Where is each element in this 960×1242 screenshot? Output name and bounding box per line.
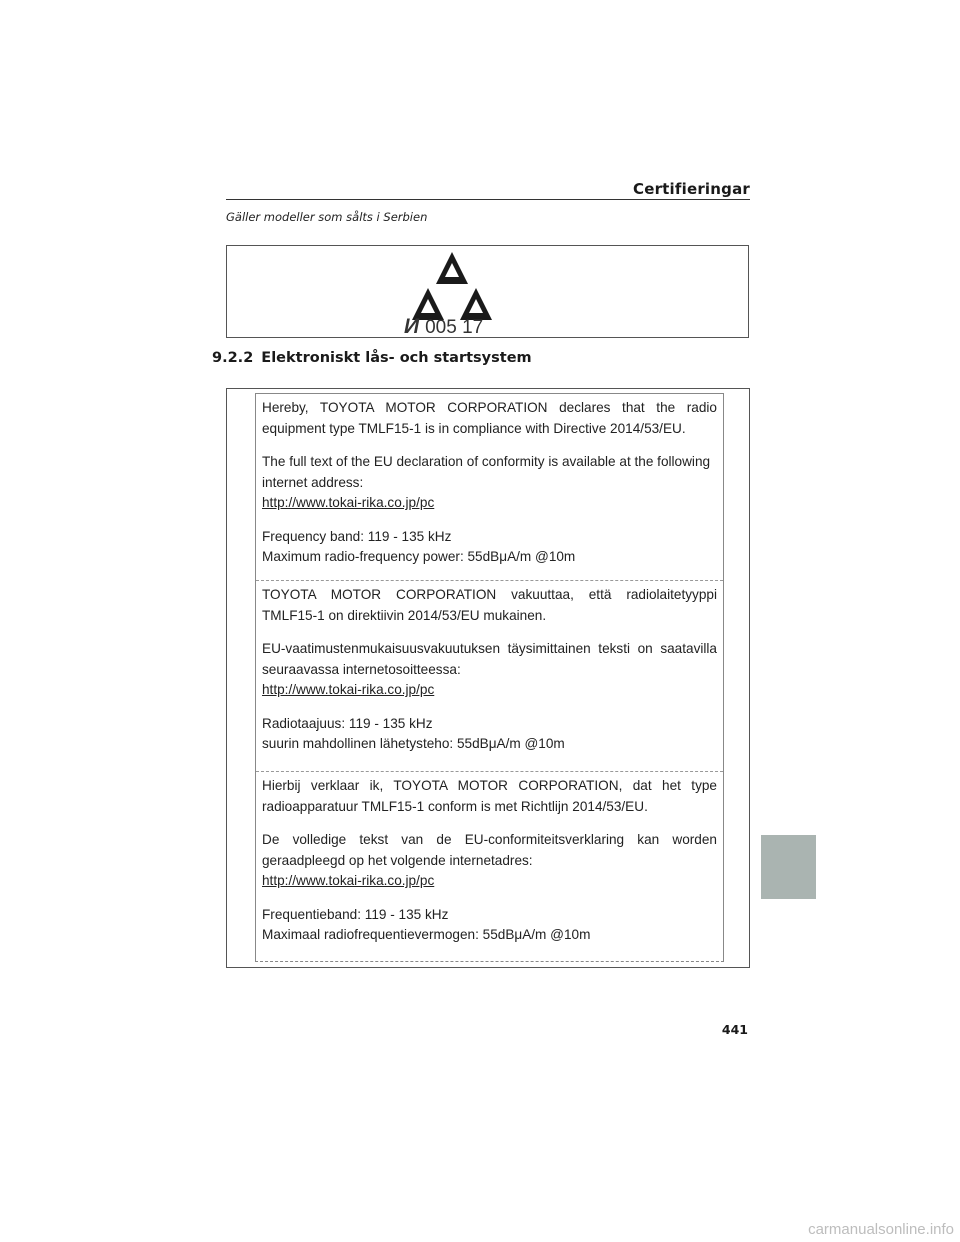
declaration-url-link[interactable]: http://www.tokai-rika.co.jp/pc bbox=[262, 682, 435, 697]
declaration-panel bbox=[255, 393, 724, 962]
declaration-availability: De volledige tekst van de EU-conformiteitsverklaring kan worden geraadpleegd op het volgende internetadres: bbox=[262, 832, 717, 868]
max-power: Maximum radio-frequency power: 55dBμA/m @10m bbox=[262, 549, 576, 564]
declaration-url-link[interactable]: http://www.tokai-rika.co.jp/pc bbox=[262, 873, 435, 888]
section-heading bbox=[212, 350, 532, 366]
declaration-statement: Hereby, TOYOTA MOTOR CORPORATION declares that the radio equipment type TMLF15-1 is in compliance with Directive 2014/53/EU. bbox=[262, 400, 717, 436]
chapter-side-tab bbox=[761, 835, 816, 899]
max-power: Maximaal radiofrequentievermogen: 55dBμA/m @10m bbox=[262, 927, 591, 942]
declaration-statement: TOYOTA MOTOR CORPORATION vakuuttaa, että radiolaitetyyppi TMLF15-1 on direktiivin 2014/53/EU mukainen. bbox=[262, 587, 717, 623]
header-divider bbox=[226, 199, 750, 200]
frequency-band: Radiotaajuus: 119 - 135 kHz bbox=[262, 715, 433, 731]
certification-mark-prefix: И bbox=[404, 315, 420, 338]
watermark: carmanualsonline.info bbox=[808, 1221, 954, 1238]
certification-mark-code: 005 17 bbox=[425, 317, 484, 338]
declaration-dutch bbox=[256, 771, 723, 962]
section-title: Elektroniskt lås- och startsystem bbox=[261, 350, 532, 366]
page-header-title: Certifieringar bbox=[632, 180, 750, 198]
page-number: 441 bbox=[721, 1022, 748, 1037]
declaration-english bbox=[256, 394, 723, 580]
applies-note: Gäller modeller som sålts i Serbien bbox=[226, 210, 428, 224]
declaration-url-link[interactable]: http://www.tokai-rika.co.jp/pc bbox=[262, 495, 435, 510]
section-number: 9.2.2 bbox=[212, 350, 254, 366]
declaration-availability: EU-vaatimustenmukaisuusvakuutuksen täysimittainen teksti on saatavilla seuraavassa internetosoitteessa: bbox=[262, 641, 717, 677]
frequency-band: Frequentieband: 119 - 135 kHz bbox=[262, 906, 449, 922]
declaration-availability: The full text of the EU declaration of conformity is available at the following internet address: bbox=[262, 454, 711, 490]
declaration-finnish bbox=[256, 580, 723, 771]
max-power: suurin mahdollinen lähetysteho: 55dBμA/m @10m bbox=[262, 736, 565, 751]
serbian-conformity-mark-icon bbox=[407, 250, 497, 322]
declaration-statement: Hierbij verklaar ik, TOYOTA MOTOR CORPORATION, dat het type radioapparatuur TMLF15-1 conform is met Richtlijn 2014/53/EU. bbox=[262, 778, 717, 814]
frequency-band: Frequency band: 119 - 135 kHz bbox=[262, 528, 452, 544]
declaration-frame bbox=[226, 388, 750, 968]
certification-mark-box bbox=[226, 245, 749, 338]
certification-mark-label bbox=[404, 315, 483, 339]
